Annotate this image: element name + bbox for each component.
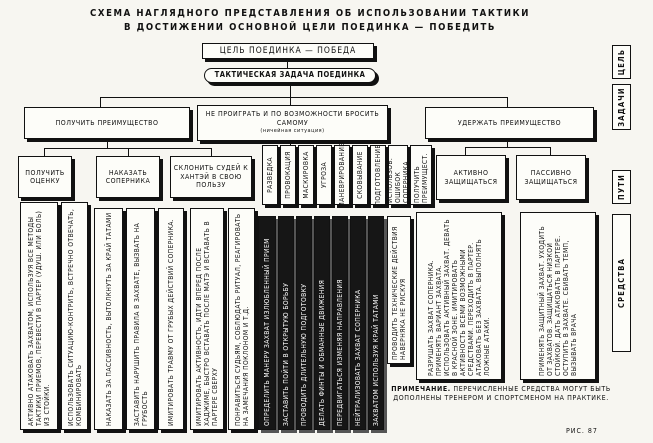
level-label-goal: ЦЕЛЬ [612,45,631,79]
means-judges-1: ИМИТИРОВАТЬ АКТИВНОСТЬ, ИДТИ ВПЕРЕД ПОСЛЕ ХАДЖИМЕ, БЫСТРО ВСТАВАТЬ ПОСЛЕ МАТЭ И ВСТАВАТЬ В ПАРТЕРЕ СВЕРХУ [190,208,224,430]
path-prepare: ПОДГОТОВЛЕНИЕ [370,145,386,205]
goal-box: ЦЕЛЬ ПОЕДИНКА — ПОБЕДА [202,43,374,59]
path-use-errors: ИСПОЛЬЗОВ. ОШИБОК СОПЕРНИКА [388,145,408,205]
means-score-1: АКТИВНО АТАКОВАТЬ ЗАХВАТОМ, ИСПОЛЬЗУЯ ВСЕ МЕТОДЫ ТАКТИКИ ПРИЕМОВ, ПЕРЕВЕСТИ В ПАРТЕР (УДУШ. ИЛИ БОЛЬ) ИЗ СТОЙКИ. [20,202,58,430]
note-label: ПРИМЕЧАНИЕ. [391,385,451,393]
path-recon: РАЗВЕДКА [262,145,278,205]
means-neutralize-grip: НЕЙТРАЛИЗОВАТЬ ЗАХВАТ СОПЕРНИКА [350,216,366,430]
figure-number: РИС. 87 [566,427,598,435]
means-active-defense: РАЗРУШАТЬ ЗАХВАТ СОПЕРНИКА. ПРИМЕНЯТЬ ВАРИАНТ ЗАХВАТА. ИСПОЛЬЗОВАТЬ АКТИВНЫЙ ЗАХВАТ. ДЕВАТЬ В КРАСНОЙ ЗОНЕ. ИМИТИРОВАТЬ АКТИВНОСТЬ ВСЕМИ ВОЗМОЖНЫМИ СРЕДСТВАМИ. ПЕРЕХОДИТЬ В ПАРТЕР. АТАКОВАТЬ БЕЗ ЗАХВАТА. ВЫПОЛНЯТЬ ЛОЖНЫЕ АТАКИ. [416,212,502,380]
path-passive-defense: ПАССИВНО ЗАЩИЩАТЬСЯ [516,155,586,200]
subtask-hold-advantage: УДЕРЖАТЬ ПРЕИМУЩЕСТВО [425,107,594,139]
means-force-open-fight: ЗАСТАВИТЬ ПОЙТИ В ОТКРЫТУЮ БОРЬБУ [278,216,294,430]
note [386,385,616,402]
means-passive-defense: ПРИМЕНЯТЬ ЗАЩИТНЫЙ ЗАХВАТ. УХОДИТЬ ОТ ЗАХВАТОВ. ЗАЩИЩАТЬСЯ НИЗКОЙ СТОЙКОЙ. ДАТЬ АТАКОВАТЬ В ПАРТЕРЕ. ОСТУПИТЬ В ЗАХВАТЕ. СБИВАТЬ ТЕМП, ВЫЗЫВАТЬ ВРАЧА [520,212,596,380]
level-label-means: СРЕДСТВА [612,214,631,352]
subtask-not-lose-text: НЕ ПРОИГРАТЬ И ПО ВОЗМОЖНОСТИ БРОСИТЬ САМОМУ [205,110,380,127]
means-punish-1: НАКАЗАТЬ ЗА ПАССИВНОСТЬ, ВЫТОЛКНУТЬ ЗА КРАЙ ТАТАМИ [94,208,123,430]
means-grip-mat-edge: ЗАХВАТОМ ИСПОЛЬЗУЯ КРАЙ ТАТАМИ [368,216,384,430]
means-define-manner: ОПРЕДЕЛИТЬ МАНЕРУ ЗАХВАТ ИЗЛЮБЛЕННЫЙ ПРИЕМ [258,216,276,430]
means-move-change-direction: ПЕРЕДВИГАТЬСЯ ИЗМЕНЯЯ НАПРАВЛЕНИЯ [332,216,348,430]
means-punish-3: ИМИТИРОВАТЬ ТРАВМУ ОТ ГРУБЫХ ДЕЙСТВИЙ СОПЕРНИКА. [158,208,184,430]
means-safe-technical-actions: ПРОВОДИТЬ ТЕХНИЧЕСКИЕ ДЕЙСТВИЯ НАВЕРНЯКА НЕ РИСКУЯ [387,216,411,364]
level-label-tasks: ЗАДАЧИ [612,84,631,130]
means-punish-2: ЗАСТАВИТЬ НАРУШИТЬ ПРАВИЛА В ЗАХВАТЕ, ВЫЗВАТЬ НА ГРУБОСТЬ [126,208,155,430]
path-threat: УГРОЗА [316,145,332,205]
diagram-title-line-1: СХЕМА НАГЛЯДНОГО ПРЕДСТАВЛЕНИЯ ОБ ИСПОЛЬЗОВАНИИ ТАКТИКИ [90,8,530,19]
note-text: ПЕРЕЧИСЛЕННЫЕ СРЕДСТВА МОГУТ БЫТЬ ДОПОЛНЕНЫ ТРЕНЕРОМ И СПОРТСМЕНОМ НА ПРАКТИКЕ. [393,385,611,402]
path-provocation: ПРОВОКАЦИЯ [280,145,296,205]
path-punish-opponent: НАКАЗАТЬ СОПЕРНИКА [96,156,160,198]
means-score-2: ИСПОЛЬЗОВАТЬ СИТУАЦИЮ-КОНТРИТЬ, ВСТРЕЧНО ОТВЕЧАТЬ, КОМБИНИРОВАТЬ [61,202,88,430]
means-judges-2: ПОНРАВИТЬСЯ СУДЬЯМ, СОБЛЮДАТЬ РИТУАЛ, РЕАГИРОВАТЬ НА ЗАМЕЧАНИЯ ПОКЛОНОМ И Т.Д. [228,208,255,430]
path-masking: МАСКИРОВКА [298,145,314,205]
path-incline-judges: СКЛОНИТЬ СУДЕЙ К ХАНТЭЙ В СВОЮ ПОЛЬЗУ [170,156,252,198]
path-maneuver: МАНЕВРИРОВАНИЕ [334,145,350,205]
level-label-paths: ПУТИ [612,170,631,204]
path-tying: СКОВЫВАНИЕ [352,145,368,205]
task-box: ТАКТИЧЕСКАЯ ЗАДАЧА ПОЕДИНКА [204,68,376,83]
diagram-title-line-2: В ДОСТИЖЕНИИ ОСНОВНОЙ ЦЕЛИ ПОЕДИНКА — ПОБЕДИТЬ [123,22,497,33]
path-get-advantage: ПОЛУЧИТЬ ПРЕИМУЩЕСТ. [410,145,432,205]
path-active-defense: АКТИВНО ЗАЩИЩАТЬСЯ [436,155,506,200]
subtask-gain-advantage: ПОЛУЧИТЬ ПРЕИМУЩЕСТВО [24,107,190,139]
means-long-preparation: ПРОВОДИТЬ ДЛИТЕЛЬНУЮ ПОДГОТОВКУ [296,216,312,430]
means-feints: ДЕЛАТЬ ФИНТЫ И ОБМАННЫЕ ДВИЖЕНИЯ [314,216,330,430]
path-get-score: ПОЛУЧИТЬ ОЦЕНКУ [18,156,72,198]
subtask-not-lose-note: (ничейная ситуация) [260,128,325,135]
subtask-not-lose [197,105,388,141]
